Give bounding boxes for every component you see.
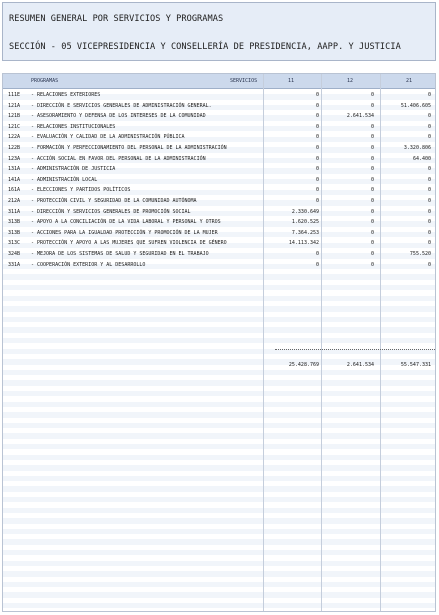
program-code: 331A	[8, 261, 21, 268]
value-11: 0	[315, 113, 319, 120]
table-row	[3, 111, 435, 122]
table-row	[3, 164, 435, 175]
value-12: 0	[370, 219, 374, 226]
row-stripe	[3, 418, 435, 423]
row-stripe	[3, 312, 435, 317]
row-stripe	[3, 301, 435, 306]
row-stripe	[3, 343, 435, 348]
table-row	[3, 175, 435, 186]
totals-row	[3, 360, 435, 370]
program-description: - APOYO A LA CONCILIACIÓN DE LA VIDA LABORAL Y PERSONAL Y OTROS	[31, 219, 221, 226]
row-stripe	[3, 587, 435, 592]
row-stripe	[3, 513, 435, 518]
table-row	[3, 228, 435, 239]
table-row	[3, 122, 435, 133]
row-stripe	[3, 439, 435, 444]
value-11: 0	[315, 166, 319, 173]
value-12: 0	[370, 176, 374, 183]
program-code: 324B	[8, 251, 21, 257]
value-11: 0	[315, 145, 319, 151]
total-12: 2.641.534	[346, 362, 374, 368]
value-12: 0	[370, 134, 374, 141]
value-21: 0	[427, 198, 431, 204]
row-stripe	[3, 396, 435, 401]
value-12: 0	[370, 166, 374, 173]
value-21: 0	[427, 187, 431, 194]
table-row	[3, 143, 435, 154]
summary-table	[2, 73, 436, 612]
value-11: 0	[315, 176, 319, 183]
program-description: - ADMINISTRACIÓN DE JUSTICIA	[31, 166, 116, 173]
program-description: - RELACIONES EXTERIORES	[31, 92, 101, 98]
value-11: 0	[315, 187, 319, 194]
program-code: 313C	[8, 240, 21, 247]
program-description: - ADMINISTRACIÓN LOCAL	[31, 176, 98, 183]
table-row	[3, 90, 435, 101]
table-row	[3, 260, 435, 271]
value-21: 0	[427, 219, 431, 226]
program-description: - PROTECCIÓN Y APOYO A LAS MUJERES QUE SUFREN VIOLENCIA DE GÉNERO	[31, 240, 227, 247]
value-21: 0	[427, 123, 431, 130]
table-row	[3, 154, 435, 165]
table-row	[3, 207, 435, 218]
row-stripe	[3, 492, 435, 497]
table-row	[3, 132, 435, 143]
row-stripe	[3, 481, 435, 486]
table-row	[3, 185, 435, 196]
program-code: 122B	[8, 145, 21, 151]
value-11: 14.113.342	[288, 240, 319, 247]
value-12: 0	[370, 187, 374, 194]
row-stripe	[3, 566, 435, 571]
program-code: 121B	[8, 113, 21, 120]
row-stripe	[3, 280, 435, 285]
value-12: 0	[370, 261, 374, 268]
value-12: 0	[370, 198, 374, 204]
row-stripe	[3, 407, 435, 412]
value-11: 0	[315, 261, 319, 268]
col-12-header: 12	[347, 78, 354, 84]
program-description: - ASESORAMIENTO Y DEFENSA DE LOS INTERESES DE LA COMUNIDAD	[31, 113, 206, 120]
table-row	[3, 196, 435, 207]
value-12: 0	[370, 251, 374, 257]
programas-header: PROGRAMAS	[31, 78, 59, 84]
value-12: 0	[370, 92, 374, 98]
value-12: 0	[370, 240, 374, 247]
value-12: 0	[370, 229, 374, 236]
row-stripe	[3, 545, 435, 550]
value-21: 0	[427, 166, 431, 173]
program-description: - ACCIONES PARA LA IGUALDAD PROTECCIÓN Y PROMOCIÓN DE LA MUJER	[31, 229, 218, 236]
row-stripe	[3, 608, 435, 612]
row-stripe	[3, 524, 435, 529]
servicios-header: SERVICIOS	[230, 78, 258, 84]
value-11: 7.364.253	[291, 229, 319, 236]
col-11-header: 11	[288, 78, 295, 84]
report-header	[2, 2, 436, 61]
value-21: 0	[427, 92, 431, 98]
row-stripe	[3, 577, 435, 582]
total-11: 25.428.769	[288, 362, 319, 368]
row-stripe	[3, 598, 435, 603]
section-title: SECCIÓN - 05 VICEPRESIDENCIA Y CONSELLERÍA DE PRESIDENCIA, AAPP. Y JUSTICIA	[9, 42, 401, 52]
row-stripe	[3, 354, 435, 359]
row-stripe	[3, 502, 435, 507]
value-21: 755.520	[409, 251, 431, 257]
value-12: 0	[370, 123, 374, 130]
row-stripe	[3, 322, 435, 327]
row-stripe	[3, 534, 435, 539]
value-21: 0	[427, 240, 431, 247]
program-code: 111E	[8, 92, 21, 98]
program-description: - ELECCIONES Y PARTIDOS POLÍTICOS	[31, 187, 131, 194]
program-description: - ACCIÓN SOCIAL EN FAVOR DEL PERSONAL DE LA ADMINISTRACIÓN	[31, 155, 206, 162]
row-stripe	[3, 460, 435, 465]
value-21: 0	[427, 176, 431, 183]
program-description: - FORMACIÓN Y PERFECCIONAMIENTO DEL PERSONAL DE LA ADMINISTRACIÓN	[31, 145, 227, 151]
table-row	[3, 217, 435, 228]
value-11: 0	[315, 155, 319, 162]
row-stripe	[3, 375, 435, 380]
program-code: 131A	[8, 166, 21, 173]
program-code: 141A	[8, 176, 21, 183]
value-11: 0	[315, 134, 319, 141]
program-code: 123A	[8, 155, 21, 162]
program-code: 313B	[8, 229, 21, 236]
program-code: 313B	[8, 219, 21, 226]
program-code: 311A	[8, 208, 21, 215]
value-11: 0	[315, 102, 319, 109]
value-11: 2.330.649	[291, 208, 319, 215]
program-description: - PROTECCIÓN CIVIL Y SEGURIDAD DE LA COMUNIDAD AUTÓNOMA	[31, 198, 197, 204]
value-21: 51.406.605	[400, 102, 431, 109]
program-description: - EVALUACIÓN Y CALIDAD DE LA ADMINISTRACIÓN PÚBLICA	[31, 134, 185, 141]
value-11: 0	[315, 92, 319, 98]
row-stripe	[3, 333, 435, 338]
program-code: 212A	[8, 198, 21, 204]
table-row	[3, 249, 435, 260]
report-title: RESUMEN GENERAL POR SERVICIOS Y PROGRAMAS	[9, 14, 224, 24]
row-stripe	[3, 386, 435, 391]
value-12: 0	[370, 102, 374, 109]
program-code: 161A	[8, 187, 21, 194]
program-code: 121C	[8, 123, 21, 130]
value-11: 0	[315, 251, 319, 257]
value-21: 0	[427, 261, 431, 268]
program-description: - COOPERACIÓN EXTERIOR Y AL DESARROLLO	[31, 261, 146, 268]
value-11: 0	[315, 123, 319, 130]
row-stripe	[3, 290, 435, 295]
row-stripe	[3, 449, 435, 454]
row-stripe	[3, 555, 435, 560]
value-12: 0	[370, 155, 374, 162]
table-row	[3, 101, 435, 112]
value-21: 0	[427, 134, 431, 141]
value-21: 0	[427, 208, 431, 215]
value-21: 3.320.806	[403, 145, 431, 151]
row-stripe	[3, 471, 435, 476]
value-11: 1.620.525	[291, 219, 319, 226]
totals-divider	[275, 349, 435, 350]
value-21: 0	[427, 113, 431, 120]
value-12: 2.641.534	[346, 113, 374, 120]
value-21: 64.400	[412, 155, 431, 162]
value-12: 0	[370, 208, 374, 215]
total-21: 55.547.331	[400, 362, 431, 368]
program-code: 121A	[8, 102, 21, 109]
col-21-header: 21	[406, 78, 413, 84]
program-description: - DIRECCIÓN E SERVICIOS GENERALES DE ADMINISTRACIÓN GENERAL.	[31, 102, 212, 109]
value-11: 0	[315, 198, 319, 204]
program-description: - MEJORA DE LOS SISTEMAS DE SALUD Y SEGURIDAD EN EL TRABAJO	[31, 251, 209, 257]
program-code: 122A	[8, 134, 21, 141]
value-12: 0	[370, 145, 374, 151]
table-row	[3, 238, 435, 249]
row-stripe	[3, 428, 435, 433]
value-21: 0	[427, 229, 431, 236]
program-description: - DIRECCIÓN Y SERVICIOS GENERALES DE PROMOCIÓN SOCIAL	[31, 208, 191, 215]
program-description: - RELACIONES INSTITUCIONALES	[31, 123, 116, 130]
